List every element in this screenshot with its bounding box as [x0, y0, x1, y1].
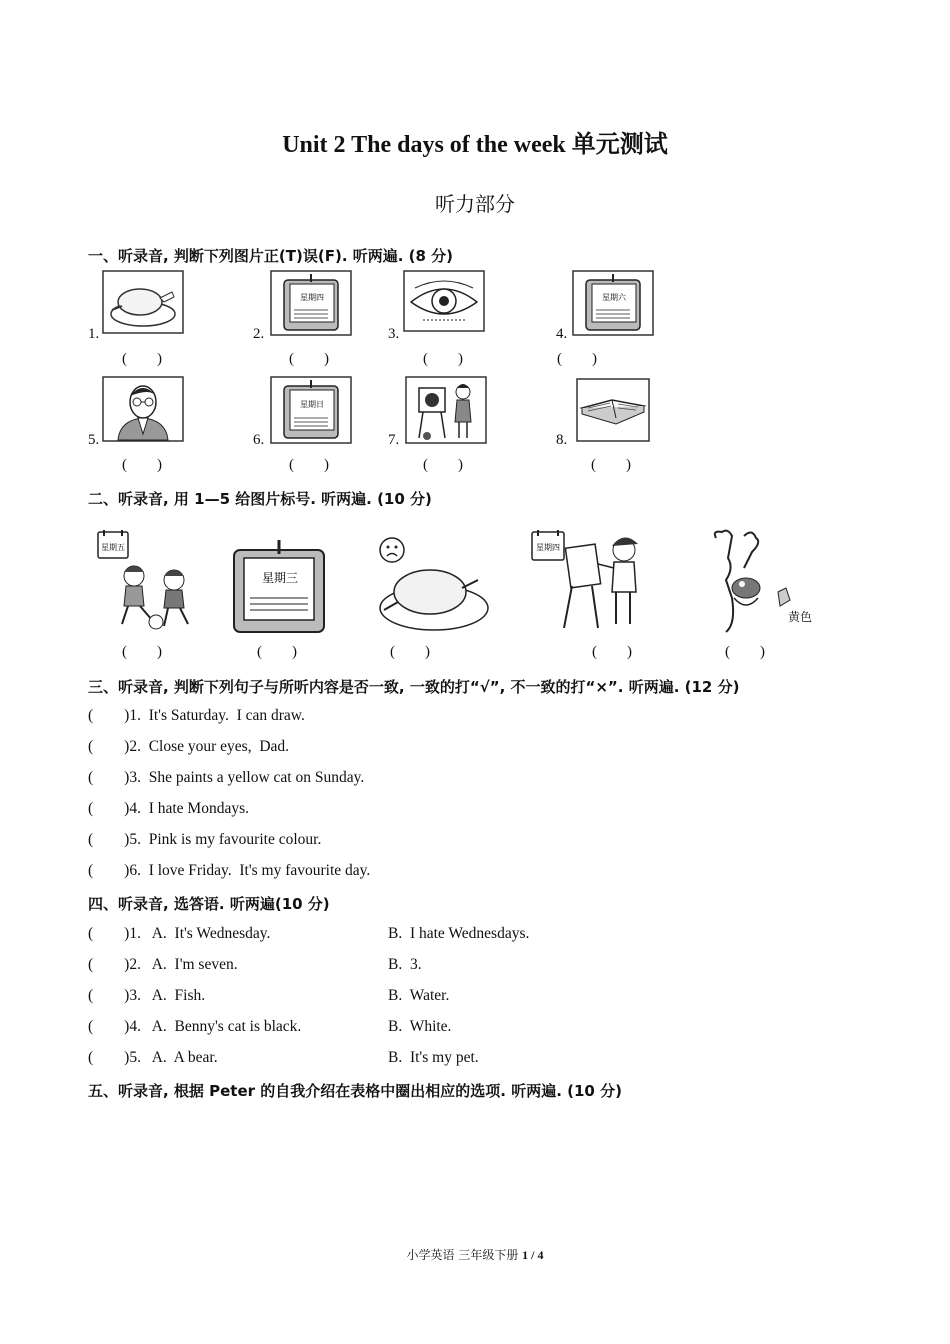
calendar-text: 星期四: [300, 293, 324, 302]
s4-option-b: B. It's my pet.: [388, 1049, 479, 1066]
image-caption: 黄色: [788, 610, 813, 624]
s1-item-number: 4.: [556, 326, 568, 342]
s1-item-number: 3.: [388, 326, 400, 342]
girl-painting-image: [405, 376, 487, 444]
s2-answer-blank[interactable]: ( ): [122, 644, 162, 660]
roast-chicken-image: [102, 270, 184, 334]
calendar-text: 星期四: [536, 543, 560, 552]
s1-answer-blank[interactable]: ( ): [591, 457, 631, 473]
s1-answer-blank[interactable]: ( ): [122, 457, 162, 473]
section-4-heading: 四、听录音, 选答语. 听两遍(10 分): [88, 895, 330, 913]
s1-answer-blank[interactable]: ( ): [122, 351, 162, 367]
page-number: 1 / 4: [522, 1248, 544, 1262]
s2-answer-blank[interactable]: ( ): [725, 644, 765, 660]
footer-text: 小学英语 三年级下册: [406, 1248, 519, 1262]
s3-statement: ( )5. Pink is my favourite colour.: [88, 831, 322, 848]
eye-image: [403, 270, 485, 332]
s1-item-number: 6.: [253, 432, 265, 448]
open-book-image: [576, 378, 650, 442]
s2-answer-blank[interactable]: ( ): [257, 644, 297, 660]
calendar-saturday-image: [572, 270, 654, 336]
man-with-glasses-image: [102, 376, 184, 442]
page-title: Unit 2 The days of the week 单元测试: [282, 132, 668, 158]
s4-option-b: B. 3.: [388, 956, 422, 973]
s1-answer-blank[interactable]: ( ): [557, 351, 597, 367]
s1-item-number: 7.: [388, 432, 400, 448]
s1-item-number: 1.: [88, 326, 100, 342]
s4-question-option-a: ( )4. A. Benny's cat is black.: [88, 1018, 302, 1035]
s1-answer-blank[interactable]: ( ): [423, 457, 463, 473]
s3-statement: ( )1. It's Saturday. I can draw.: [88, 707, 305, 724]
calendar-text: 星期五: [101, 543, 125, 552]
s4-question-option-a: ( )2. A. I'm seven.: [88, 956, 238, 973]
boy-painting-image: [528, 528, 652, 632]
sad-face-chicken-image: [374, 532, 492, 636]
section-subtitle: 听力部分: [435, 192, 515, 216]
s3-statement: ( )6. I love Friday. It's my favourite day.: [88, 862, 371, 879]
s1-item-number: 8.: [556, 432, 568, 448]
calendar-wednesday-image: [224, 540, 336, 636]
s4-question-option-a: ( )1. A. It's Wednesday.: [88, 925, 271, 942]
s1-answer-blank[interactable]: ( ): [289, 351, 329, 367]
s2-answer-blank[interactable]: ( ): [592, 644, 632, 660]
section-2-heading: 二、听录音, 用 1—5 给图片标号. 听两遍. (10 分): [88, 490, 432, 508]
s1-answer-blank[interactable]: ( ): [423, 351, 463, 367]
s1-answer-blank[interactable]: ( ): [289, 457, 329, 473]
calendar-text: 星期三: [261, 571, 299, 585]
s3-statement: ( )4. I hate Mondays.: [88, 800, 249, 817]
calendar-thursday-image: [270, 270, 352, 336]
s4-option-b: B. White.: [388, 1018, 452, 1035]
s3-statement: ( )2. Close your eyes, Dad.: [88, 738, 290, 755]
s3-statement: ( )3. She paints a yellow cat on Sunday.: [88, 769, 365, 786]
kids-football-image: [94, 528, 209, 634]
calendar-sunday-image: [270, 376, 352, 444]
s4-option-b: B. Water.: [388, 987, 450, 1004]
section-1-heading: 一、听录音, 判断下列图片正(T)误(F). 听两遍. (8 分): [88, 247, 454, 265]
s1-item-number: 2.: [253, 326, 265, 342]
s4-option-b: B. I hate Wednesdays.: [388, 925, 530, 942]
calendar-text: 星期六: [602, 293, 626, 302]
s4-question-option-a: ( )5. A. A bear.: [88, 1049, 218, 1066]
s1-item-number: 5.: [88, 432, 100, 448]
page-footer: [0, 1246, 950, 1263]
section-3-heading: 三、听录音, 判断下列句子与所听内容是否一致, 一致的打“√”, 不一致的打“×”. 听两遍. (12 分): [88, 678, 740, 696]
calendar-text: 星期日: [300, 400, 324, 409]
s4-question-option-a: ( )3. A. Fish.: [88, 987, 206, 1004]
s2-answer-blank[interactable]: ( ): [390, 644, 430, 660]
section-5-heading: 五、听录音, 根据 Peter 的自我介绍在表格中圈出相应的选项. 听两遍. (10 分): [88, 1082, 622, 1100]
